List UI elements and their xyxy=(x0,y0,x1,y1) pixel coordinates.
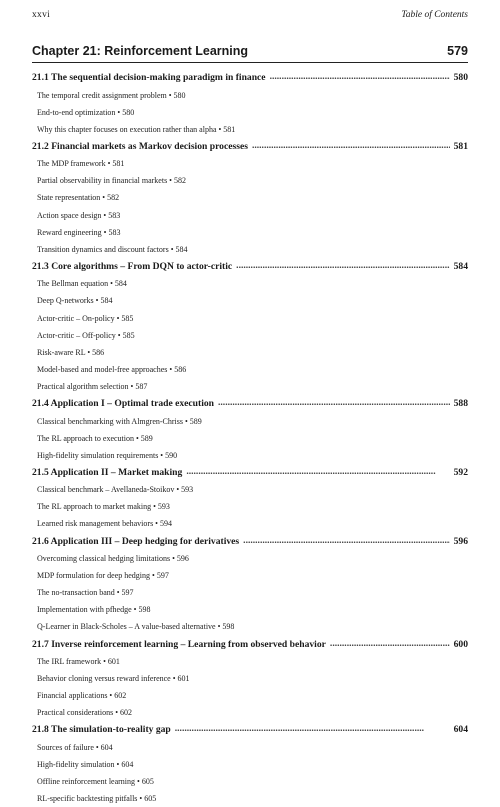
dot-leader xyxy=(236,257,449,275)
toc-subsection-entry[interactable]: High-fidelity simulation • 604 xyxy=(37,760,134,769)
toc-subsection-entry[interactable]: Actor-critic – Off-policy • 585 xyxy=(37,330,135,340)
dot-leader xyxy=(175,720,450,738)
chapter-heading[interactable] xyxy=(32,44,468,60)
section-page: 604 xyxy=(453,724,468,736)
section-title: 21.1 The sequential decision-making paradigm in finance xyxy=(32,72,266,83)
dot-leader xyxy=(243,532,449,550)
toc-subsection-entry[interactable]: Classical benchmark – Avellaneda-Stoikov • 593 xyxy=(37,485,194,495)
toc-list xyxy=(32,69,468,807)
toc-subsection-entry[interactable]: Actor-critic – On-policy • 585 xyxy=(37,313,134,323)
toc-subsection-entry[interactable]: Financial applications • 602 xyxy=(37,691,127,701)
toc-subsection-entry[interactable]: Overcoming classical hedging limitations • 596 xyxy=(37,554,189,564)
toc-subsection-entry[interactable]: The Bellman equation • 584 xyxy=(37,279,127,289)
running-header xyxy=(32,10,468,24)
toc-subsection-entry[interactable]: Sources of failure • 604 xyxy=(37,742,113,752)
toc-subsection-entry[interactable]: Behavior cloning versus reward inference • 601 xyxy=(37,674,190,684)
toc-subsection-entry[interactable]: MDP formulation for deep hedging • 597 xyxy=(37,571,169,581)
toc-subsection-entry[interactable]: High-fidelity simulation requirements • 590 xyxy=(37,450,178,460)
toc-section-entry[interactable] xyxy=(32,395,468,413)
toc-subsection-entry[interactable]: Implementation with pfhedge • 598 xyxy=(37,605,151,615)
section-title: 21.5 Application II – Market making xyxy=(32,466,183,478)
section-page: 588 xyxy=(453,398,468,409)
toc-section-entry[interactable] xyxy=(32,258,468,276)
chapter-title: Chapter 21: Reinforcement Learning xyxy=(32,44,249,58)
section-title: 21.6 Application III – Deep hedging for derivatives xyxy=(32,535,240,547)
toc-subsection-entry[interactable]: Partial observability in financial markets • 582 xyxy=(37,176,186,186)
section-title: 21.8 The simulation-to-reality gap xyxy=(32,724,171,736)
toc-subsection-entry[interactable]: The no-transaction band • 597 xyxy=(37,588,134,598)
toc-subsection-entry[interactable]: Transition dynamics and discount factors • 584 xyxy=(37,244,188,254)
toc-subsection-entry[interactable]: The temporal credit assignment problem • 580 xyxy=(37,90,186,100)
dot-leader xyxy=(218,394,450,412)
toc-subsection-entry[interactable]: Model-based and model-free approaches • 586 xyxy=(37,364,187,374)
section-title: 21.2 Financial markets as Markov decision processes xyxy=(32,140,248,152)
section-page: 581 xyxy=(453,140,468,152)
toc-subsection-entry[interactable]: End-to-end optimization • 580 xyxy=(37,107,135,117)
chapter-page: 579 xyxy=(447,44,468,58)
section-title: 21.3 Core algorithms – From DQN to actor-critic xyxy=(32,260,233,272)
toc-subsection-entry[interactable]: Action space design • 583 xyxy=(37,210,121,220)
toc-subsection-entry[interactable]: Why this chapter focuses on execution rather than alpha • 581 xyxy=(37,124,236,134)
section-title: 21.4 Application I – Optimal trade execution xyxy=(32,398,215,409)
toc-section-entry[interactable] xyxy=(32,138,468,156)
toc-subsection-entry[interactable]: Reward engineering • 583 xyxy=(37,227,121,237)
toc-subsection-entry[interactable]: State representation • 582 xyxy=(37,193,120,203)
toc-subsection-entry[interactable]: Classical benchmarking with Almgren-Chriss • 589 xyxy=(37,416,202,426)
toc-section-entry[interactable] xyxy=(32,721,468,739)
toc-section-entry[interactable] xyxy=(32,464,468,482)
toc-subsection-entry[interactable]: Risk-aware RL • 586 xyxy=(37,347,105,357)
toc-subsection-entry[interactable]: The RL approach to execution • 589 xyxy=(37,433,153,443)
toc-subsection-entry[interactable]: Practical considerations • 602 xyxy=(37,708,132,718)
toc-subsection-entry[interactable]: Offline reinforcement learning • 605 xyxy=(37,777,154,787)
dot-leader xyxy=(186,463,449,481)
toc-subsection-entry[interactable]: Learned risk management behaviors • 594 xyxy=(37,519,172,529)
toc-subsection-entry[interactable]: RL-specific backtesting pitfalls • 605 xyxy=(37,794,157,804)
section-page: 584 xyxy=(453,260,468,272)
dot-leader xyxy=(252,137,450,155)
section-page: 596 xyxy=(453,535,468,547)
toc-section-entry[interactable] xyxy=(32,636,468,654)
toc-section-entry[interactable] xyxy=(32,533,468,551)
toc-subsection-entry[interactable]: Deep Q-networks • 584 xyxy=(37,296,113,306)
running-title: Table of Contents xyxy=(401,10,468,20)
toc-subsection-entry[interactable]: Q-Learner in Black-Scholes – A value-based alternative • 598 xyxy=(37,622,235,632)
chapter-divider xyxy=(32,62,468,63)
section-page: 580 xyxy=(453,72,468,83)
toc-subsection-entry[interactable]: The MDP framework • 581 xyxy=(37,159,125,169)
toc-subsection-entry[interactable]: Practical algorithm selection • 587 xyxy=(37,381,148,391)
section-page: 600 xyxy=(453,638,468,650)
toc-subsection-entry[interactable]: The RL approach to market making • 593 xyxy=(37,502,170,512)
toc-section-entry[interactable] xyxy=(32,69,468,87)
page-number: xxvi xyxy=(32,10,51,20)
section-page: 592 xyxy=(453,466,468,478)
toc-subsection-entry[interactable]: The IRL framework • 601 xyxy=(37,657,120,667)
dot-leader xyxy=(270,68,450,86)
section-title: 21.7 Inverse reinforcement learning – Learning from observed behavior xyxy=(32,638,326,650)
dot-leader xyxy=(330,635,450,653)
